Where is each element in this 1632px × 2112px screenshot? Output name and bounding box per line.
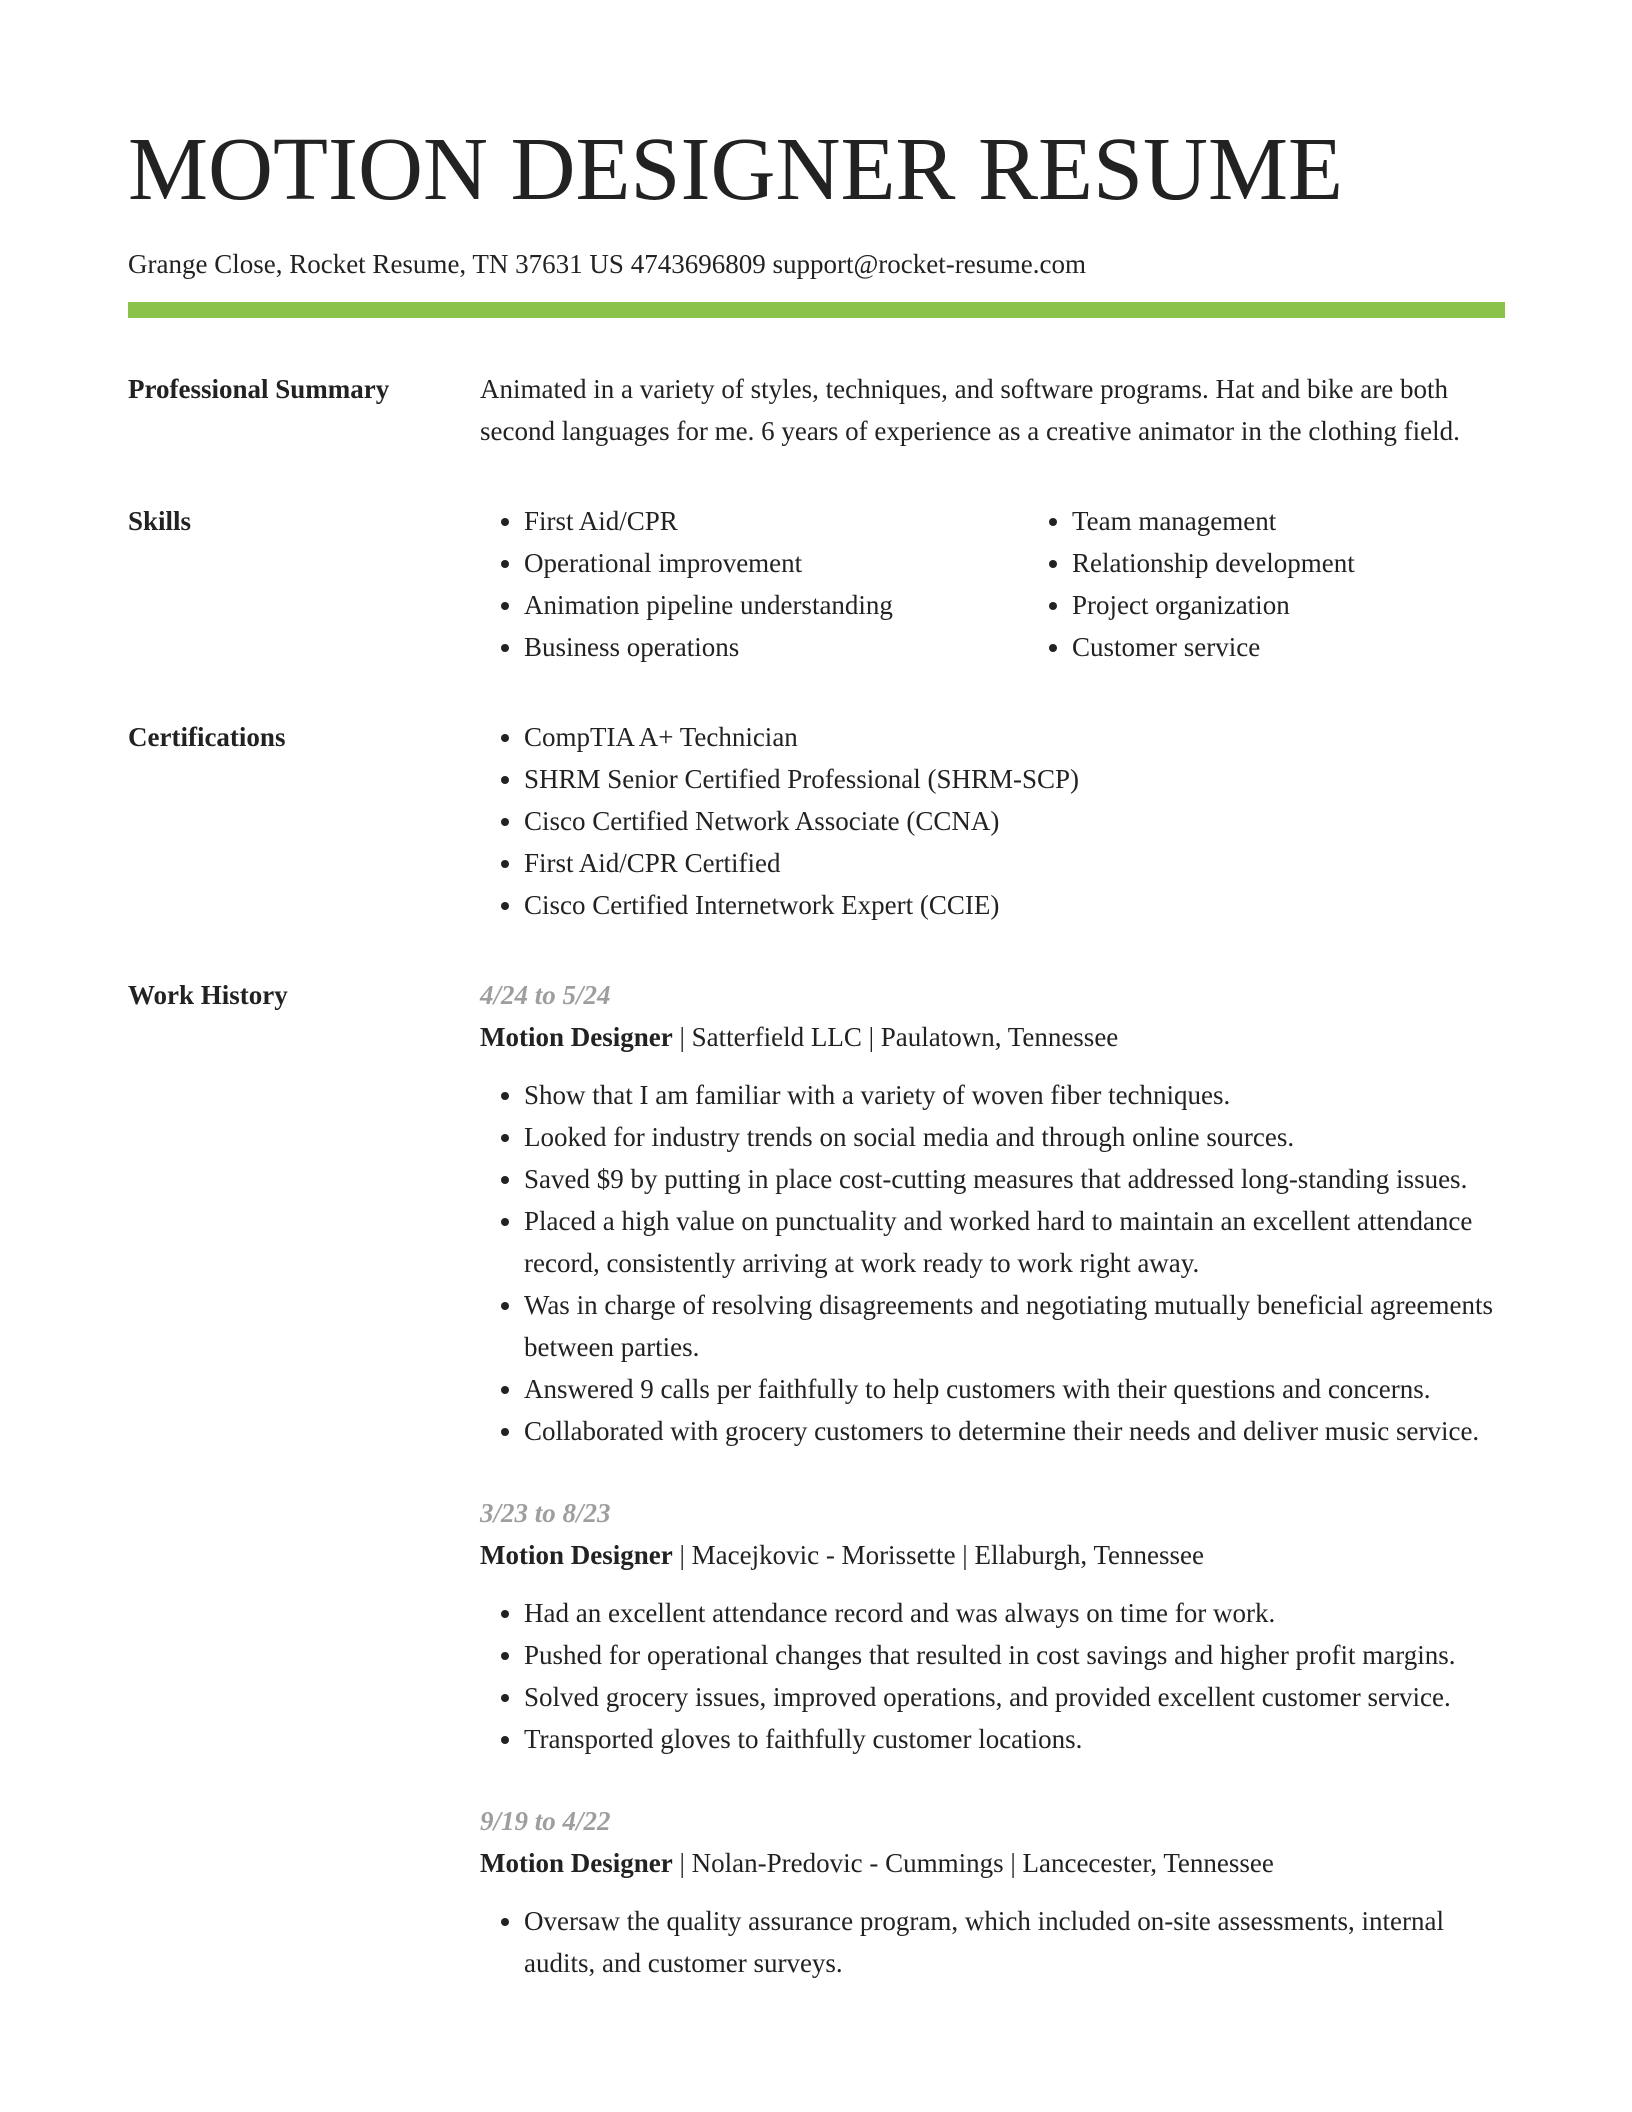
skill-item: • Business operations (524, 626, 1028, 668)
certification-item: • Cisco Certified Internetwork Expert (CCIE) (524, 884, 1505, 926)
job-dates: 4/24 to 5/24 (480, 980, 611, 1010)
job-entry (480, 974, 1505, 1452)
job-dates: 3/23 to 8/23 (480, 1498, 611, 1528)
resume-title: MOTION DESIGNER RESUME (128, 120, 1343, 219)
section-label-summary: Professional Summary (128, 374, 390, 404)
accent-divider (128, 302, 1505, 318)
job-bullet: • Was in charge of resolving disagreements and negotiating mutually beneficial agreements between parties. (524, 1284, 1505, 1368)
job-bullet: • Placed a high value on punctuality and worked hard to maintain an excellent attendance record, consistently arriving at work ready to work right away. (524, 1200, 1505, 1284)
summary-section (128, 368, 1505, 452)
resume-page (128, 120, 1505, 1984)
job-entry (480, 1800, 1505, 1984)
job-details: | Satterfield LLC | Paulatown, Tennessee (672, 1022, 1119, 1052)
skills-list-left (480, 500, 1028, 668)
skill-item: • Team management (1072, 500, 1576, 542)
job-role: Motion Designer (480, 1848, 673, 1878)
job-heading (480, 1016, 1505, 1058)
job-bullet: • Collaborated with grocery customers to determine their needs and deliver music service. (524, 1410, 1505, 1452)
skills-list-right (1028, 500, 1576, 668)
certification-item: • Cisco Certified Network Associate (CCNA) (524, 800, 1505, 842)
section-label-skills: Skills (128, 506, 192, 536)
summary-text: Animated in a variety of styles, techniques, and software programs. Hat and bike are both second languages for me. 6 years of experience as a creative animator in the clothing field. (480, 374, 1460, 446)
section-label-work-history: Work History (128, 980, 288, 1010)
job-bullet: • Had an excellent attendance record and was always on time for work. (524, 1592, 1505, 1634)
job-bullet: • Answered 9 calls per faithfully to help customers with their questions and concerns. (524, 1368, 1505, 1410)
job-bullet: • Oversaw the quality assurance program, which included on-site assessments, internal audits, and customer surveys. (524, 1900, 1505, 1984)
job-bullet: • Looked for industry trends on social media and through online sources. (524, 1116, 1505, 1158)
contact-line: Grange Close, Rocket Resume, TN 37631 US 4743696809 support@rocket-resume.com (128, 249, 1086, 279)
job-entry (480, 1492, 1505, 1760)
job-bullets (480, 1592, 1505, 1760)
skill-item: • Customer service (1072, 626, 1576, 668)
certification-item: • CompTIA A+ Technician (524, 716, 1505, 758)
job-bullets (480, 1900, 1505, 1984)
job-bullet: • Solved grocery issues, improved operations, and provided excellent customer service. (524, 1676, 1505, 1718)
skill-item: • Animation pipeline understanding (524, 584, 1028, 626)
job-details: | Nolan-Predovic - Cummings | Lancecester, Tennessee (672, 1848, 1274, 1878)
job-heading (480, 1534, 1505, 1576)
job-details: | Macejkovic - Morissette | Ellaburgh, Tennessee (672, 1540, 1205, 1570)
skill-item: • Relationship development (1072, 542, 1576, 584)
skill-item: • Operational improvement (524, 542, 1028, 584)
certification-item: • First Aid/CPR Certified (524, 842, 1505, 884)
job-dates: 9/19 to 4/22 (480, 1806, 611, 1836)
skill-item: • First Aid/CPR (524, 500, 1028, 542)
job-heading (480, 1842, 1505, 1884)
certifications-list (480, 716, 1505, 926)
skills-section (128, 500, 1505, 668)
job-role: Motion Designer (480, 1540, 673, 1570)
skill-item: • Project organization (1072, 584, 1576, 626)
job-role: Motion Designer (480, 1022, 673, 1052)
certification-item: • SHRM Senior Certified Professional (SHRM-SCP) (524, 758, 1505, 800)
job-bullet: • Show that I am familiar with a variety of woven fiber techniques. (524, 1074, 1505, 1116)
job-bullet: • Saved $9 by putting in place cost-cutting measures that addressed long-standing issues. (524, 1158, 1505, 1200)
work-history-section (128, 974, 1505, 1984)
job-bullets (480, 1074, 1505, 1452)
certifications-section (128, 716, 1505, 926)
section-label-certifications: Certifications (128, 722, 286, 752)
job-bullet: • Transported gloves to faithfully customer locations. (524, 1718, 1505, 1760)
job-bullet: • Pushed for operational changes that resulted in cost savings and higher profit margins. (524, 1634, 1505, 1676)
